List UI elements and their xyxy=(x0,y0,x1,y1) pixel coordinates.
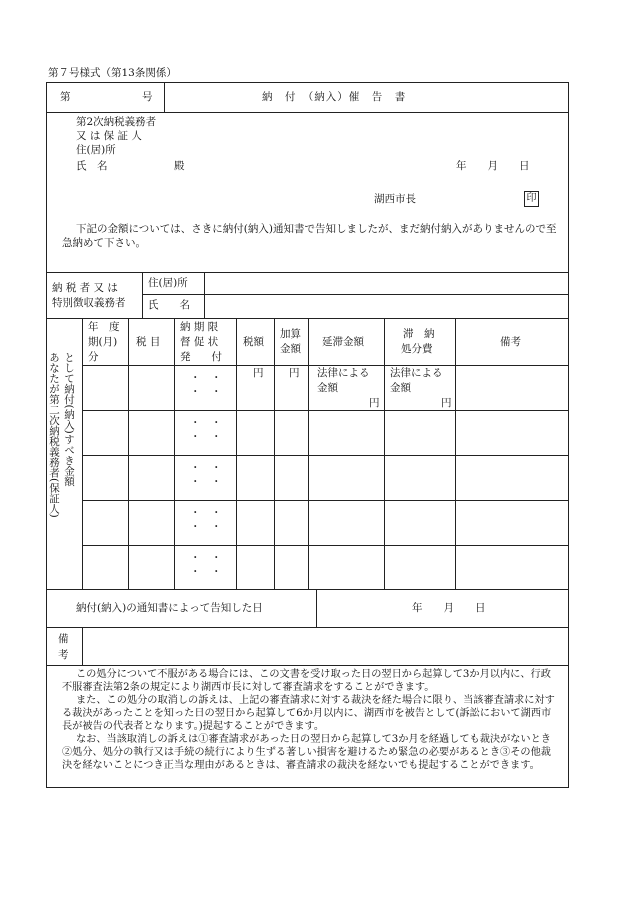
date-dots: ・ ・ xyxy=(190,476,222,488)
date-dots: ・ ・ xyxy=(190,386,222,398)
remarks-label-1: 備 xyxy=(58,633,69,645)
notified-label: 納付(納入)の通知書によって告知した日 xyxy=(76,602,263,614)
taxpayer-vline1 xyxy=(142,272,143,318)
col-line-disposal xyxy=(455,318,456,589)
col-line-year xyxy=(128,318,129,589)
number-label-right: 号 xyxy=(142,91,153,103)
addressee-line2: 又 は 保 証 人 xyxy=(76,130,142,142)
header-disposal-2: 処分費 xyxy=(401,343,433,355)
row-line-3 xyxy=(82,500,568,501)
header-tax-amount: 税額 xyxy=(243,336,264,348)
taxpayer-address-label: 住(居)所 xyxy=(148,277,188,289)
issue-date: 年 月 日 xyxy=(456,160,530,172)
number-label-left: 第 xyxy=(60,91,71,103)
disposal-note-1: 法律による xyxy=(390,367,443,379)
date-dots: ・ ・ xyxy=(190,417,222,429)
yen-additional: 円 xyxy=(289,367,300,379)
header-disposal-1: 滞 納 xyxy=(403,328,435,340)
taxpayer-label-line1: 納 税 者 又 は xyxy=(52,282,118,294)
col-line-delinquent xyxy=(384,318,385,589)
disposal-note-2: 金額 xyxy=(390,382,411,394)
row-line-4 xyxy=(82,545,568,546)
addressee-line3: 住(居)所 xyxy=(76,144,116,156)
date-dots: ・ ・ xyxy=(190,372,222,384)
header-deadline-1: 納 期 限 xyxy=(180,321,219,333)
col-line-item xyxy=(174,318,175,589)
col-line-deadline xyxy=(236,318,237,589)
taxpayer-top-line xyxy=(46,272,568,273)
notified-vline xyxy=(316,589,317,627)
official-seal: 印 xyxy=(524,191,539,207)
side-label-col2: あなたが第二次納税義務者(保証人) xyxy=(48,352,60,518)
date-dots: ・ ・ xyxy=(190,431,222,443)
notified-date: 年 月 日 xyxy=(412,602,486,614)
honorific: 殿 xyxy=(174,160,185,172)
delinquent-yen: 円 xyxy=(369,397,380,409)
delinquent-note-2: 金額 xyxy=(317,382,338,394)
form-label: 第７号様式（第13条関係） xyxy=(48,67,177,79)
issuer-name: 湖西市長 xyxy=(374,193,416,205)
header-delinquent: 延滞金額 xyxy=(322,336,364,348)
table-bottom-line xyxy=(46,589,568,590)
disposal-yen: 円 xyxy=(441,397,452,409)
header-additional-1: 加算 xyxy=(280,328,301,340)
delinquent-note-1: 法律による xyxy=(317,367,370,379)
row-line-2 xyxy=(82,455,568,456)
document-title: 納 付 （納入）催 告 書 xyxy=(262,91,407,103)
header-year-1: 年 度 xyxy=(88,321,120,333)
header-year-2: 期(月) xyxy=(88,336,118,348)
header-year-3: 分 xyxy=(88,351,99,363)
remarks-vline xyxy=(82,627,83,665)
date-dots: ・ ・ xyxy=(190,507,222,519)
header-deadline-3: 発 付 xyxy=(180,351,222,363)
taxpayer-label-line2: 特別徴収義務者 xyxy=(52,297,126,309)
side-label-col1: として納付(納入)すべき金額 xyxy=(63,352,75,487)
date-dots: ・ ・ xyxy=(190,462,222,474)
date-dots: ・ ・ xyxy=(190,566,222,578)
col-line-tax xyxy=(274,318,275,589)
notice-text: 下記の金額については、さきに納付(納入)通知書で告知しましたが、まだ納付納入がありませんので至急納めて下さい。 xyxy=(62,223,557,249)
taxpayer-mid-line xyxy=(142,294,568,295)
remarks-label-2: 考 xyxy=(58,649,69,661)
date-dots: ・ ・ xyxy=(190,521,222,533)
addressee-line1: 第2次納税義務者 xyxy=(76,116,157,128)
header-divider xyxy=(46,112,568,113)
header-item: 税 目 xyxy=(136,336,161,348)
footer-paragraph-2: また、この処分の取消しの訴えは、上記の審査請求に対する裁決を経た場合に限り、当該審査請求に対する裁決があったことを知った日の翌日から起算して6か月以内に、湖西市を被告として(訴訟において湖西市長が被告の代表者となります。)提起することができます。 xyxy=(62,695,555,732)
header-vline xyxy=(164,82,165,112)
yen-tax: 円 xyxy=(253,367,264,379)
header-deadline-2: 督 促 状 xyxy=(180,336,219,348)
notified-bottom-line xyxy=(46,627,568,628)
footer-paragraph-1: この処分について不服がある場合には、この文書を受け取った日の翌日から起算して3か月以内に、行政不服審査法第2条の規定により湖西市長に対して審査請求をすることができます。 xyxy=(62,669,551,693)
remarks-bottom-line xyxy=(46,665,568,666)
footer-paragraph-3: なお、当該取消しの訴えは①審査請求があった日の翌日から起算して3か月を経過しても裁決がないとき②処分、処分の執行又は手続の続行により生ずる著しい損害を避けるため緊急の必要があるとき③その他裁決を経ないことにつき正当な理由があるときは、審査請求の裁決を経ないでも提起することができます。 xyxy=(62,734,551,771)
taxpayer-name-label: 氏 名 xyxy=(148,299,190,311)
addressee-name-label: 氏 名 xyxy=(76,160,108,172)
date-dots: ・ ・ xyxy=(190,552,222,564)
header-additional-2: 金額 xyxy=(280,343,301,355)
col-line-side xyxy=(82,318,83,589)
taxpayer-vline2 xyxy=(204,272,205,318)
col-line-additional xyxy=(308,318,309,589)
table-top-line xyxy=(46,318,568,319)
header-remarks: 備考 xyxy=(500,336,521,348)
row-line-1 xyxy=(82,410,568,411)
